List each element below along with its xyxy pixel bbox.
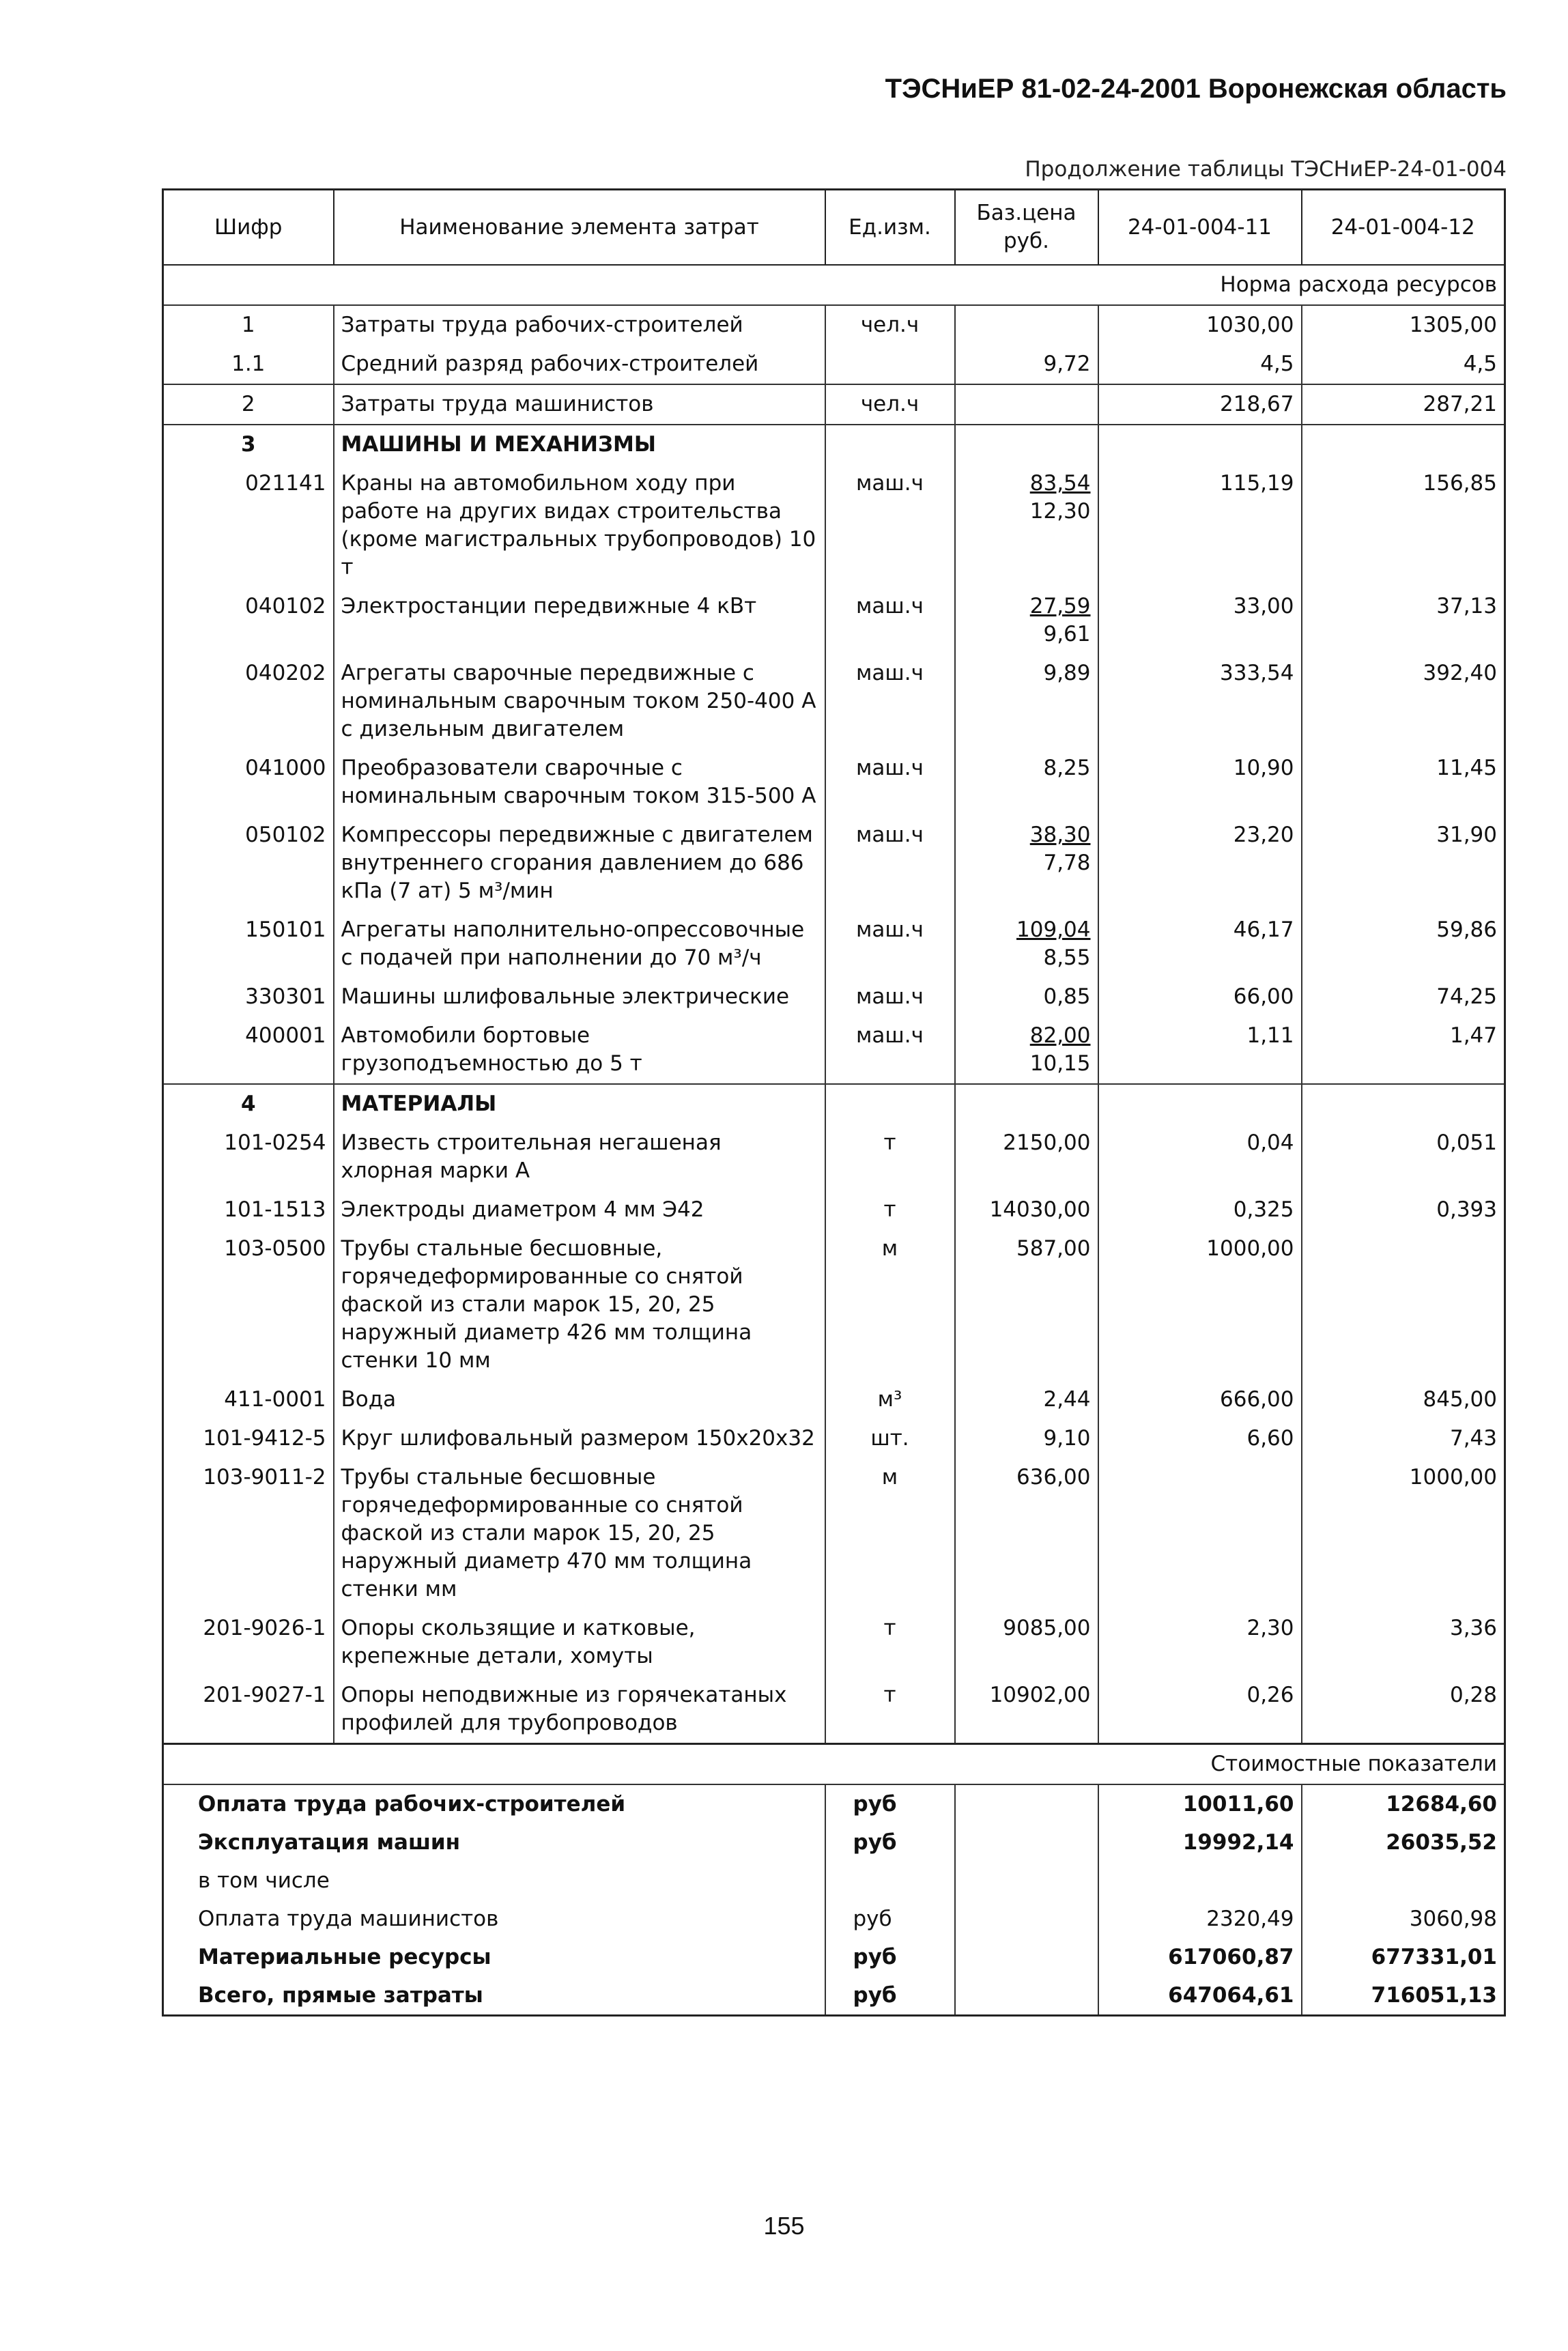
cell-code: 041000 (163, 749, 334, 816)
table-row (163, 749, 1505, 816)
cell-price (955, 425, 1098, 464)
cell-unit: маш.ч (825, 978, 955, 1016)
table-row (163, 911, 1505, 978)
cell-code: 150101 (163, 911, 334, 978)
cell-norm-12: 3,36 (1302, 1609, 1505, 1676)
cell-norm-11 (1098, 1084, 1302, 1124)
table-row (163, 1609, 1505, 1676)
cost-row (163, 1862, 1505, 1900)
cell-price (955, 749, 1098, 816)
cell-norm-11: 218,67 (1098, 384, 1302, 425)
cell-norm-11: 23,20 (1098, 816, 1302, 911)
operator-wage: 12,30 (1029, 499, 1091, 524)
cell-code: 400001 (163, 1016, 334, 1084)
base-price: 10902,00 (989, 1683, 1091, 1707)
cell-name: Автомобили бортовые грузоподъемностью до 5 т (334, 1016, 825, 1084)
cost-value-12: 3060,98 (1302, 1900, 1505, 1938)
cell-code: 1.1 (163, 345, 334, 384)
cell-norm-12: 1305,00 (1302, 305, 1505, 345)
base-price: 83,54 (1029, 471, 1091, 496)
column-header-v2: 24-01-004-12 (1302, 190, 1505, 266)
base-price: 82,00 (1029, 1023, 1091, 1048)
cell-name: Круг шлифовальный размером 150х20х32 (334, 1419, 825, 1458)
cell-price (955, 305, 1098, 345)
cell-name: Электростанции передвижные 4 кВт (334, 587, 825, 654)
cell-price (955, 464, 1098, 587)
cell-norm-12: 11,45 (1302, 749, 1505, 816)
cost-unit (825, 1862, 955, 1900)
base-price: 2150,00 (1003, 1130, 1091, 1155)
table-header-row (163, 190, 1505, 266)
cell-unit: чел.ч (825, 305, 955, 345)
table-row (163, 384, 1505, 425)
table-row (163, 1229, 1505, 1380)
table-row (163, 1191, 1505, 1229)
cell-norm-11: 1000,00 (1098, 1229, 1302, 1380)
page-number: 155 (763, 2212, 805, 2240)
cell-norm-12: 156,85 (1302, 464, 1505, 587)
cell-norm-12: 0,393 (1302, 1191, 1505, 1229)
cell-code: 411-0001 (163, 1380, 334, 1419)
cell-price (955, 1380, 1098, 1419)
base-price: 2,44 (1043, 1387, 1091, 1412)
base-price: 9,10 (1043, 1426, 1091, 1451)
cell-name: Машины шлифовальные электрические (334, 978, 825, 1016)
cost-label: Эксплуатация машин (163, 1823, 825, 1862)
cell-norm-12: 392,40 (1302, 654, 1505, 749)
cell-unit: т (825, 1676, 955, 1744)
cell-norm-12: 31,90 (1302, 816, 1505, 911)
norm-band-row (163, 265, 1505, 305)
cell-unit: чел.ч (825, 384, 955, 425)
cell-norm-11: 10,90 (1098, 749, 1302, 816)
cell-norm-12: 1000,00 (1302, 1458, 1505, 1609)
cell-name: Трубы стальные бесшовные, горячедеформированные со снятой фаской из стали марок 15, 20, 25 наружный диаметр 426 мм толщина стенки 10 мм (334, 1229, 825, 1380)
cell-code: 2 (163, 384, 334, 425)
cost-price (955, 1900, 1098, 1938)
cell-norm-11 (1098, 425, 1302, 464)
cost-value-12: 716051,13 (1302, 1976, 1505, 2016)
cell-norm-12: 287,21 (1302, 384, 1505, 425)
cell-price (955, 1229, 1098, 1380)
cost-label: Оплата труда машинистов (163, 1900, 825, 1938)
table-row (163, 1458, 1505, 1609)
cell-code: 1 (163, 305, 334, 345)
cell-name: Затраты труда рабочих-строителей (334, 305, 825, 345)
cell-norm-11: 0,26 (1098, 1676, 1302, 1744)
cell-price (955, 978, 1098, 1016)
table-row (163, 305, 1505, 345)
cell-name: Агрегаты наполнительно-опрессовочные с подачей при наполнении до 70 м³/ч (334, 911, 825, 978)
cell-code: 021141 (163, 464, 334, 587)
cell-code: 040102 (163, 587, 334, 654)
cell-norm-11: 666,00 (1098, 1380, 1302, 1419)
cell-norm-12 (1302, 425, 1505, 464)
cell-norm-12: 1,47 (1302, 1016, 1505, 1084)
cell-code: 040202 (163, 654, 334, 749)
operator-wage: 9,61 (1043, 622, 1091, 646)
column-header-v1: 24-01-004-11 (1098, 190, 1302, 266)
operator-wage: 10,15 (1029, 1051, 1091, 1076)
cell-price (955, 1191, 1098, 1229)
table-row (163, 1016, 1505, 1084)
cost-value-12: 677331,01 (1302, 1938, 1505, 1976)
table-row (163, 1676, 1505, 1744)
cell-norm-11: 1030,00 (1098, 305, 1302, 345)
cell-norm-11: 46,17 (1098, 911, 1302, 978)
cost-price (955, 1784, 1098, 1823)
base-price: 27,59 (1029, 594, 1091, 618)
cell-name: Вода (334, 1380, 825, 1419)
cost-unit: руб (825, 1823, 955, 1862)
base-price: 109,04 (1016, 917, 1091, 942)
cell-norm-11: 0,325 (1098, 1191, 1302, 1229)
section-row (163, 425, 1505, 464)
cell-price (955, 911, 1098, 978)
table-row (163, 1124, 1505, 1191)
resource-norm-table (162, 188, 1506, 2017)
cost-value-11: 617060,87 (1098, 1938, 1302, 1976)
cell-norm-11: 115,19 (1098, 464, 1302, 587)
table-row (163, 654, 1505, 749)
cell-norm-12: 74,25 (1302, 978, 1505, 1016)
cell-name: Краны на автомобильном ходу при работе на других видах строительства (кроме магистральных трубопроводов) 10 т (334, 464, 825, 587)
base-price: 8,25 (1043, 756, 1091, 780)
cell-name: МАШИНЫ И МЕХАНИЗМЫ (334, 425, 825, 464)
section-row (163, 1084, 1505, 1124)
base-price: 636,00 (1016, 1465, 1091, 1490)
column-header-price: Баз.цена руб. (955, 190, 1098, 266)
cell-norm-11: 4,5 (1098, 345, 1302, 384)
cell-code: 101-9412-5 (163, 1419, 334, 1458)
cell-price (955, 1419, 1098, 1458)
cell-norm-12: 59,86 (1302, 911, 1505, 978)
cell-name: МАТЕРИАЛЫ (334, 1084, 825, 1124)
cell-unit: маш.ч (825, 587, 955, 654)
table-row (163, 978, 1505, 1016)
cell-price (955, 345, 1098, 384)
cell-price (955, 1016, 1098, 1084)
cell-norm-12: 37,13 (1302, 587, 1505, 654)
cost-value-12 (1302, 1862, 1505, 1900)
cell-norm-12: 0,28 (1302, 1676, 1505, 1744)
cell-norm-12 (1302, 1229, 1505, 1380)
cell-price (955, 1458, 1098, 1609)
cell-code: 4 (163, 1084, 334, 1124)
cell-unit: м (825, 1458, 955, 1609)
cost-unit: руб (825, 1976, 955, 2016)
cell-code: 101-0254 (163, 1124, 334, 1191)
cell-norm-12: 845,00 (1302, 1380, 1505, 1419)
cell-unit (825, 345, 955, 384)
cost-label: Всего, прямые затраты (163, 1976, 825, 2016)
document-header: ТЭСНиЕР 81-02-24-2001 Воронежская область (885, 74, 1507, 104)
norm-band-label: Норма расхода ресурсов (163, 265, 1505, 305)
column-header-name: Наименование элемента затрат (334, 190, 825, 266)
cell-code: 103-0500 (163, 1229, 334, 1380)
cell-price (955, 587, 1098, 654)
cell-price (955, 816, 1098, 911)
cost-value-11 (1098, 1862, 1302, 1900)
cell-unit: маш.ч (825, 1016, 955, 1084)
cell-code: 103-9011-2 (163, 1458, 334, 1609)
cell-unit: маш.ч (825, 464, 955, 587)
table-row (163, 1380, 1505, 1419)
cell-unit (825, 425, 955, 464)
cost-row (163, 1823, 1505, 1862)
cell-name: Электроды диаметром 4 мм Э42 (334, 1191, 825, 1229)
cell-price (955, 1124, 1098, 1191)
cell-name: Затраты труда машинистов (334, 384, 825, 425)
cost-row (163, 1900, 1505, 1938)
cost-row (163, 1784, 1505, 1823)
cost-row (163, 1976, 1505, 2016)
cell-norm-12: 0,051 (1302, 1124, 1505, 1191)
table-row (163, 816, 1505, 911)
cell-norm-12: 7,43 (1302, 1419, 1505, 1458)
cell-unit: м³ (825, 1380, 955, 1419)
cell-norm-11: 333,54 (1098, 654, 1302, 749)
cell-norm-12: 4,5 (1302, 345, 1505, 384)
cost-price (955, 1862, 1098, 1900)
table-row (163, 345, 1505, 384)
base-price: 9,89 (1043, 661, 1091, 685)
cell-code: 201-9026-1 (163, 1609, 334, 1676)
cost-label: Оплата труда рабочих-строителей (163, 1784, 825, 1823)
cell-unit: маш.ч (825, 654, 955, 749)
cost-label: в том числе (163, 1862, 825, 1900)
cell-norm-11: 66,00 (1098, 978, 1302, 1016)
cell-unit: маш.ч (825, 749, 955, 816)
cell-unit: маш.ч (825, 816, 955, 911)
base-price: 9085,00 (1003, 1616, 1091, 1640)
table-row (163, 1419, 1505, 1458)
cell-norm-11: 0,04 (1098, 1124, 1302, 1191)
cell-unit: т (825, 1191, 955, 1229)
cell-name: Компрессоры передвижные с двигателем внутреннего сгорания давлением до 686 кПа (7 ат) 5 м³/мин (334, 816, 825, 911)
column-header-unit: Ед.изм. (825, 190, 955, 266)
cost-price (955, 1823, 1098, 1862)
base-price: 38,30 (1029, 823, 1091, 847)
base-price: 0,85 (1043, 984, 1091, 1009)
cell-norm-11: 6,60 (1098, 1419, 1302, 1458)
cell-norm-12 (1302, 1084, 1505, 1124)
cost-band-label: Стоимостные показатели (163, 1744, 1505, 1785)
base-price: 9,72 (1043, 352, 1091, 376)
cell-name: Известь строительная негашеная хлорная марки А (334, 1124, 825, 1191)
cost-value-11: 19992,14 (1098, 1823, 1302, 1862)
operator-wage: 8,55 (1043, 945, 1091, 970)
cell-price (955, 1676, 1098, 1744)
cell-price (955, 1084, 1098, 1124)
cell-unit: шт. (825, 1419, 955, 1458)
table-row (163, 464, 1505, 587)
cell-code: 201-9027-1 (163, 1676, 334, 1744)
cost-value-12: 12684,60 (1302, 1784, 1505, 1823)
cell-norm-11: 2,30 (1098, 1609, 1302, 1676)
cell-unit: т (825, 1609, 955, 1676)
cell-norm-11: 33,00 (1098, 587, 1302, 654)
cost-price (955, 1938, 1098, 1976)
cost-unit: руб (825, 1900, 955, 1938)
cell-name: Средний разряд рабочих-строителей (334, 345, 825, 384)
cost-value-11: 10011,60 (1098, 1784, 1302, 1823)
cell-code: 101-1513 (163, 1191, 334, 1229)
cost-label: Материальные ресурсы (163, 1938, 825, 1976)
base-price: 14030,00 (989, 1197, 1091, 1222)
cell-name: Трубы стальные бесшовные горячедеформированные со снятой фаской из стали марок 15, 20, 25 наружный диаметр 470 мм толщина стенки мм (334, 1458, 825, 1609)
cost-value-11: 2320,49 (1098, 1900, 1302, 1938)
cell-price (955, 1609, 1098, 1676)
cell-unit (825, 1084, 955, 1124)
cell-name: Опоры скользящие и катковые, крепежные детали, хомуты (334, 1609, 825, 1676)
cell-name: Опоры неподвижные из горячекатаных профилей для трубопроводов (334, 1676, 825, 1744)
cell-name: Преобразователи сварочные с номинальным сварочным током 315-500 А (334, 749, 825, 816)
table-continuation-caption: Продолжение таблицы ТЭСНиЕР-24-01-004 (1025, 157, 1507, 182)
cost-band-row (163, 1744, 1505, 1785)
cost-value-12: 26035,52 (1302, 1823, 1505, 1862)
base-price: 587,00 (1016, 1236, 1091, 1261)
cell-code: 050102 (163, 816, 334, 911)
cell-name: Агрегаты сварочные передвижные с номинальным сварочным током 250-400 А с дизельным двигателем (334, 654, 825, 749)
cell-unit: т (825, 1124, 955, 1191)
cost-value-11: 647064,61 (1098, 1976, 1302, 2016)
cell-code: 3 (163, 425, 334, 464)
cost-row (163, 1938, 1505, 1976)
cell-unit: м (825, 1229, 955, 1380)
cell-price (955, 654, 1098, 749)
cell-price (955, 384, 1098, 425)
cost-price (955, 1976, 1098, 2016)
cost-unit: руб (825, 1938, 955, 1976)
cell-code: 330301 (163, 978, 334, 1016)
operator-wage: 7,78 (1043, 851, 1091, 875)
cell-norm-11 (1098, 1458, 1302, 1609)
cell-norm-11: 1,11 (1098, 1016, 1302, 1084)
cell-unit: маш.ч (825, 911, 955, 978)
cost-unit: руб (825, 1784, 955, 1823)
column-header-code: Шифр (163, 190, 334, 266)
table-row (163, 587, 1505, 654)
